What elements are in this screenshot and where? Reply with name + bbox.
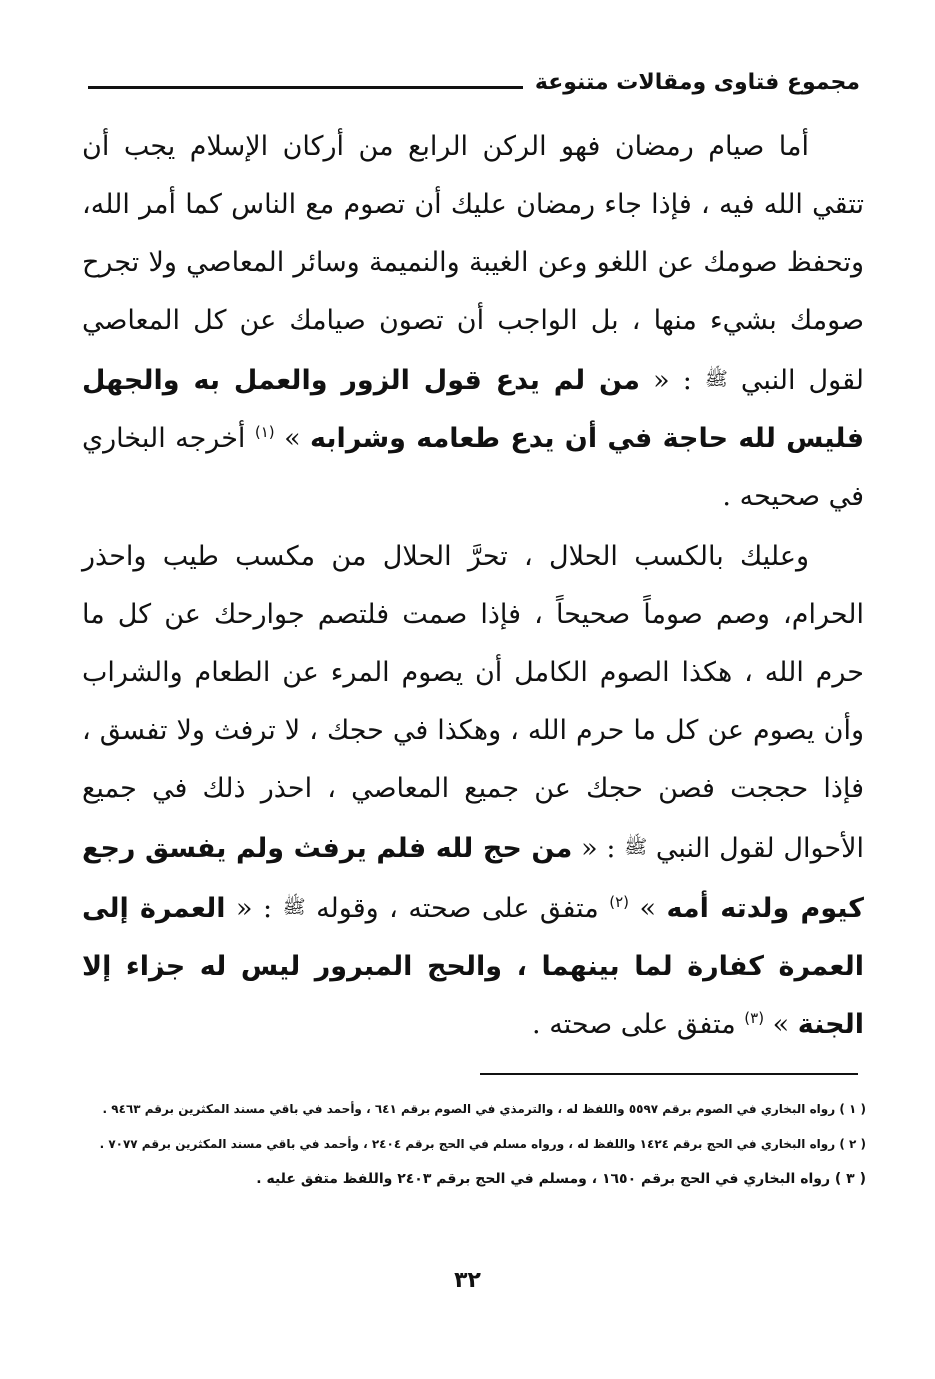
text-run: أخرجه البخاري في صحيحه . — [82, 423, 864, 512]
main-text — [82, 118, 864, 1056]
honorific-symbol: ﷺ — [704, 368, 728, 390]
footnote-ref: (٣) — [744, 1009, 765, 1027]
text-run: : « — [640, 365, 705, 396]
text-run: وعليك بالكسب الحلال ، تحرَّ الحلال من مكسب طيب واحذر الحرام، وصم صوماً صحيحاً ، فإذا صمت فلتصم جوارحك عن كل ما حرم الله ، هكذا الصوم الكامل أن يصوم المرء عن الطعام والشراب وأن يصوم عن كل ما حرم الله ، وهكذا في حجك ، لا ترفث ولا تفسق ، فإذا حججت فصن حجك عن جميع المعاصي ، احذر ذلك في جميع الأحوال لقول النبي — [82, 541, 864, 864]
running-header — [88, 62, 860, 102]
text-run: : « — [225, 893, 283, 924]
text-run: أما صيام رمضان فهو الركن الرابع من أركان الإسلام يجب أن تتقي الله فيه ، فإذا جاء رمضان عليك أن تصوم مع الناس كما أمر الله، وتحفظ صومك عن اللغو وعن الغيبة والنميمة وسائر المعاصي ولا تجرح صومك بشيء منها ، بل الواجب أن تصون صيامك عن كل المعاصي لقول النبي — [82, 131, 864, 396]
text-run: : « — [572, 833, 625, 864]
honorific-symbol: ﷺ — [282, 896, 306, 918]
hadith-quote: من حج لله فلم يرفث ولم يفسق رجع كيوم ولدته أمه — [82, 833, 864, 924]
footnote-ref: (١) — [254, 423, 275, 441]
footnote-separator — [480, 1073, 858, 1075]
running-title: مجموع فتاوى ومقالات متنوعة — [534, 69, 860, 95]
hadith-quote: العمرة إلى العمرة كفارة لما بينهما ، والحج المبرور ليس له جزاء إلا الجنة — [82, 893, 864, 1040]
footnote-1: ( ١ ) رواه البخاري في الصوم برقم ٥٥٩٧ واللفظ له ، والترمذي في الصوم برقم ٦٤١ ، وأحمد في باقي مسند المكثرين برقم ٩٤٦٣ . — [102, 1102, 866, 1116]
paragraph-1 — [82, 118, 864, 526]
text-run: » — [764, 1009, 798, 1040]
footnote-ref: (٢) — [609, 893, 629, 911]
text-run: » — [629, 893, 667, 924]
text-run: متفق على صحته ، وقوله — [305, 893, 610, 924]
footnote-3: ( ٣ ) رواه البخاري في الحج برقم ١٦٥٠ ، ومسلم في الحج برقم ٢٤٠٣ واللفظ متفق عليه . — [256, 1171, 866, 1187]
honorific-symbol: ﷺ — [624, 836, 648, 858]
header-rule — [88, 86, 523, 89]
page-number: ٣٢ — [454, 1268, 481, 1293]
footnotes — [100, 1092, 866, 1197]
text-run: متفق على صحته . — [532, 1009, 745, 1040]
footnote-2: ( ٢ ) رواه البخاري في الحج برقم ١٤٢٤ واللفظ له ، ورواه مسلم في الحج برقم ٢٤٠٤ ، وأحمد في باقي مسند المكثرين برقم ٧٠٧٧ . — [100, 1137, 866, 1151]
text-run: » — [274, 423, 311, 454]
hadith-quote: من لم يدع قول الزور والعمل به والجهل فليس لله حاجة في أن يدع طعامه وشرابه — [82, 365, 864, 454]
paragraph-2 — [82, 528, 864, 1054]
